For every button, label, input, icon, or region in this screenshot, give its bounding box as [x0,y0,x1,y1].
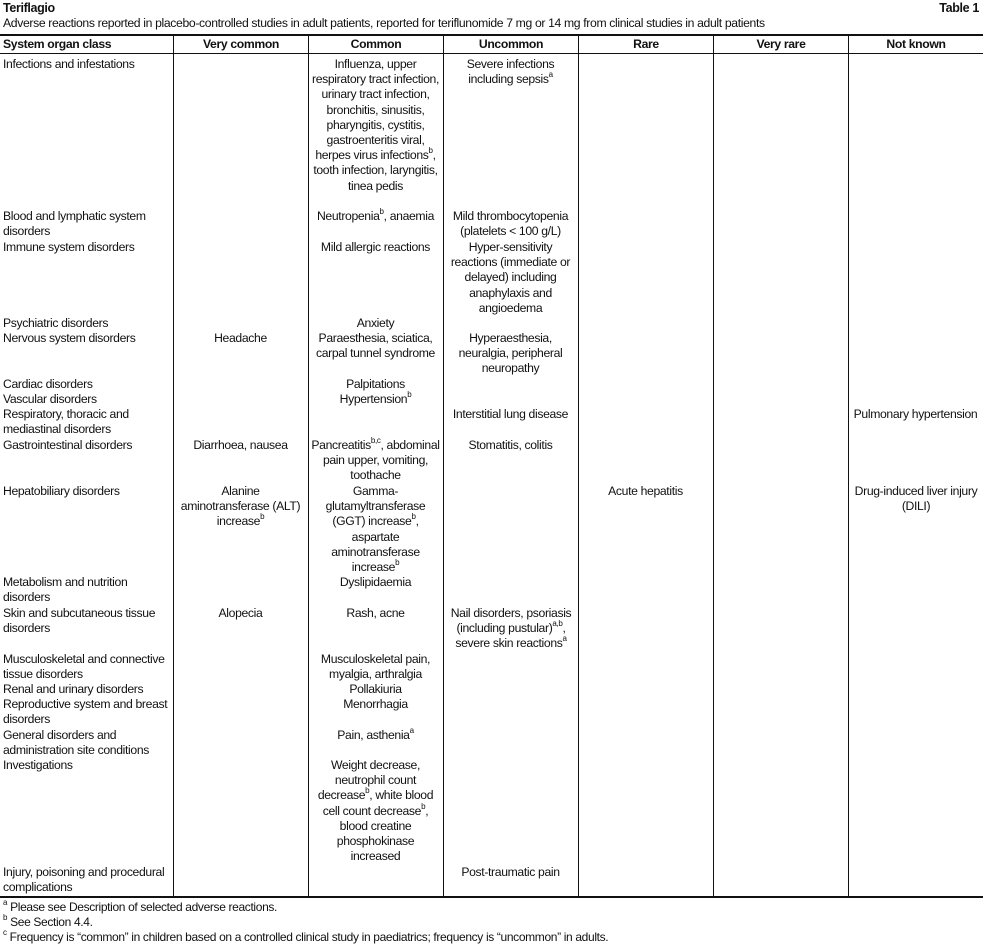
common-cell: Mild allergic reactions [320,240,431,254]
common-cell: Pain, asthenia$^a$ [337,726,414,742]
soc-cell: Infections and infestations [3,57,135,71]
uncommon-cell: Nail disorders, psoriasis (including pustular)$^{a,b}$, severe skin reactions$^a$ [450,606,572,651]
common-cell: Weight decrease, neutrophil count decrease$^b$, white blood cell count decrease$^b$, blood creatine phosphokinase increased [317,758,434,864]
common-cell: Pollakiuria [349,682,402,696]
uncommon-cell: Hyper-sensitivity reactions (immediate or delayed) including anaphylaxis and angioedema [450,240,571,315]
header-very-rare: Very rare [756,37,806,51]
table-caption: Adverse reactions reported in placebo-controlled studies in adult patients, reported for teriflunomide 7 mg or 14 mg from clinical studies in adult patients [3,16,765,30]
common-cell: Pancreatitis$^{b,c}$, abdominal pain upper, vomiting, toothache [311,436,440,483]
soc-cell: Cardiac disorders [3,377,93,391]
header-very-common: Very common [202,37,280,51]
table-title-bar [0,0,983,36]
uncommon-cell: Post-traumatic pain [461,865,560,879]
very-common-cell: Alanine aminotransferase (ALT) increase$^b$ [180,484,301,529]
common-cell: Influenza, upper respiratory tract infection, urinary tract infection, bronchitis, sinusitis, pharyngitis, cystitis, gastroenteritis viral, herpes virus infections$^b$, tooth infection, laryngitis, tinea pedis [311,57,440,193]
soc-cell: Reproductive system and breast disorders [3,697,168,727]
common-cell: Paraesthesia, sciatica, carpal tunnel syndrome [316,331,435,361]
column-divider [173,36,174,896]
column-divider [308,36,309,896]
footnote-b: $^b$ See Section 4.4. [3,913,93,929]
header-divider [0,53,983,54]
common-cell: Menorrhagia [343,697,408,711]
soc-cell: Renal and urinary disorders [3,682,144,696]
rare-cell: Acute hepatitis [608,484,683,498]
soc-cell: Respiratory, thoracic and mediastinal disorders [3,407,129,437]
soc-cell: Investigations [3,758,73,772]
soc-cell: Blood and lymphatic system disorders [3,209,146,239]
header-system-organ-class: System organ class [3,37,112,51]
common-cell: Neutropenia$^b$, anaemia [316,207,435,223]
footnote-c: $^c$ Frequency is “common” in children based on a controlled clinical study in paediatrics; frequency is “uncommon” in adults. [3,928,609,944]
header-common: Common [350,37,402,51]
soc-cell: Hepatobiliary disorders [3,484,120,498]
brand-name: Teriflagio [3,1,55,15]
common-cell: Dyslipidaemia [339,575,412,589]
common-cell: Anxiety [356,316,395,330]
soc-cell: General disorders and administration site conditions [3,728,149,758]
column-divider [443,36,444,896]
header-rare: Rare [633,37,659,51]
soc-cell: Metabolism and nutrition disorders [3,575,128,605]
soc-cell: Gastrointestinal disorders [3,438,133,452]
footnote-a: $^a$ Please see Description of selected adverse reactions. [3,898,278,914]
common-cell: Hypertension$^b$ [339,390,412,406]
uncommon-cell: Stomatitis, colitis [468,438,553,452]
common-cell: Gamma-glutamyltransferase (GGT) increase$^b$, aspartate aminotransferase increase$^b$ [325,484,426,575]
very-common-cell: Alopecia [218,606,263,620]
adverse-reactions-table [0,36,983,898]
soc-cell: Immune system disorders [3,240,135,254]
uncommon-cell: Severe infections including sepsis$^a$ [466,57,555,87]
soc-cell: Injury, poisoning and procedural complications [3,865,165,895]
header-uncommon: Uncommon [478,37,544,51]
soc-cell: Skin and subcutaneous tissue disorders [3,606,156,636]
soc-cell: Vascular disorders [3,392,97,406]
table-label: Table 1 [939,1,979,15]
uncommon-cell: Mild thrombocytopenia (platelets < 100 g/L) [452,209,569,239]
not-known-cell: Drug-induced liver injury (DILI) [854,484,978,514]
uncommon-cell: Interstitial lung disease [452,407,569,421]
soc-cell: Psychiatric disorders [3,316,109,330]
column-divider [713,36,714,896]
common-cell: Musculoskeletal pain, myalgia, arthralgia [320,652,431,682]
soc-cell: Nervous system disorders [3,331,136,345]
uncommon-cell: Hyperaesthesia, neuralgia, peripheral neuropathy [458,331,563,376]
soc-cell: Musculoskeletal and connective tissue disorders [3,652,165,682]
common-cell: Palpitations [346,377,405,391]
column-divider [578,36,579,896]
very-common-cell: Headache [214,331,267,345]
not-known-cell: Pulmonary hypertension [853,407,978,421]
column-divider [848,36,849,896]
header-not-known: Not known [886,37,946,51]
common-cell: Rash, acne [346,606,405,620]
very-common-cell: Diarrhoea, nausea [193,438,288,452]
